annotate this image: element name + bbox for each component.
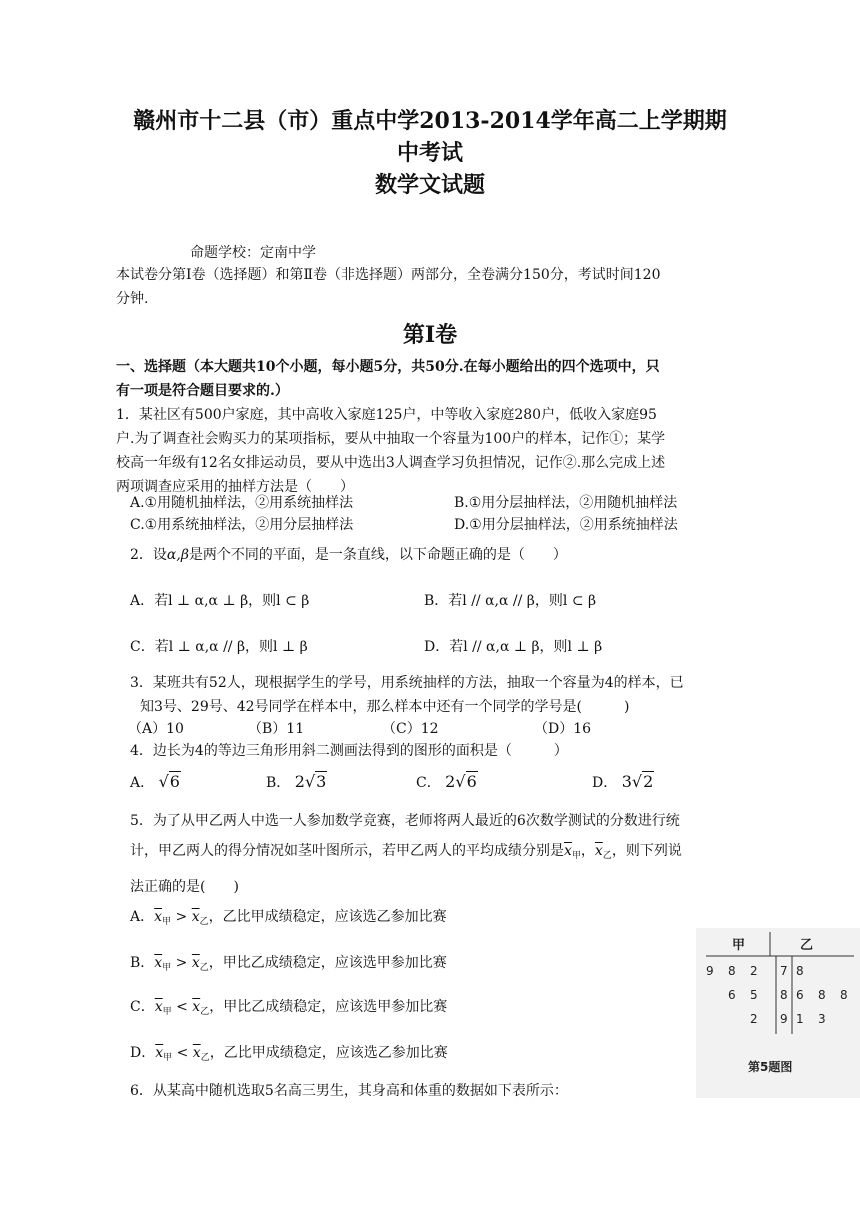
q3-option-b: （B）11 xyxy=(248,721,305,737)
q5-line2: 计，甲乙两人的得分情况如茎叶图所示，若甲乙两人的平均成绩分别是$\overline{x}_甲$，$\overline{x}_乙$，则下列说 xyxy=(130,843,682,861)
q1-line4: 两项调查应采用的抽样方法是（ ） xyxy=(116,479,354,495)
leaf-right: 8 xyxy=(840,988,848,1002)
q1-line3: 校高一年级有12名女排运动员，要从中选出3人调查学习负担情况，记作②.那么完成上述 xyxy=(116,455,666,471)
q5-line1: 5．为了从甲乙两人中选一人参加数学竞赛，老师将两人最近的6次数学测试的分数进行统 xyxy=(130,813,680,829)
q2-option-a: A．若l ⊥ α,α ⊥ β，则l ⊂ β xyxy=(130,593,310,609)
q1-option-a: A.①用随机抽样法，②用系统抽样法 xyxy=(130,495,354,511)
q5-option-c: C．$\overline{x}_甲 < \overline{x}_乙$，甲比乙成绩稳定，应该选甲参加比赛 xyxy=(130,999,448,1017)
q4-option-a: A． √6 xyxy=(130,772,180,791)
section-instructions-line1: 一、选择题（本大题共10个小题，每小题5分，共50分.在每小题给出的四个选项中，只 xyxy=(116,359,660,375)
q2-option-b: B．若l // α,α // β，则l ⊂ β xyxy=(424,593,597,609)
exam-description-line1: 本试卷分第Ⅰ卷（选择题）和第Ⅱ卷（非选择题）两部分，全卷满分150分，考试时间120 xyxy=(116,267,661,283)
q4-line1: 4．边长为4的等边三角形用斜二测画法得到的图形的面积是（ ） xyxy=(130,743,568,759)
q3-option-a: （A）10 xyxy=(128,721,184,737)
q5-line3: 法正确的是( ) xyxy=(130,879,239,895)
q2-prefix: 2．设 xyxy=(130,547,167,563)
leaf-right: 8 xyxy=(796,964,804,978)
q4-option-c: C． 2√6 xyxy=(416,772,477,791)
exam-title-line2: 中考试 xyxy=(396,140,463,166)
leaf-left: 5 xyxy=(750,988,758,1002)
leaf-right: 6 xyxy=(796,988,804,1002)
leaf-left: 6 xyxy=(728,988,736,1002)
stem: 7 xyxy=(780,964,788,978)
q5-option-d: D．$\overline{x}_甲 < \overline{x}_乙$，乙比甲成绩稳定，应该选乙参加比赛 xyxy=(130,1045,448,1063)
q4-option-b: B． 2√3 xyxy=(266,772,327,791)
q3-option-c: （C）12 xyxy=(382,721,439,737)
stem-leaf-left-header: 甲 xyxy=(732,938,746,953)
leaf-left: 2 xyxy=(750,1012,758,1026)
q2-stem xyxy=(130,544,567,564)
stem-leaf-right-header: 乙 xyxy=(800,938,814,953)
q5-option-b: B．$\overline{x}_甲 > \overline{x}_乙$，甲比乙成绩稳定，应该选甲参加比赛 xyxy=(130,955,447,973)
q3-line1: 3．某班共有52人，现根据学生的学号，用系统抽样的方法，抽取一个容量为4的样本，已 xyxy=(130,675,684,691)
leaf-right: 1 xyxy=(796,1012,804,1026)
q1-option-b: B.①用分层抽样法，②用随机抽样法 xyxy=(454,495,678,511)
q3-line2: 知3号、29号、42号同学在样本中，那么样本中还有一个同学的学号是( ) xyxy=(140,699,630,715)
q5-option-a: A．$\overline{x}_甲 > \overline{x}_乙$，乙比甲成绩稳定，应该选乙参加比赛 xyxy=(130,909,447,927)
q2-greek: α,β xyxy=(166,547,189,563)
stem-leaf-figure xyxy=(696,928,860,1098)
q6-line1: 6．从某高中随机选取5名高三男生，其身高和体重的数据如下表所示： xyxy=(130,1083,568,1099)
q2-option-c: C．若l ⊥ α,α // β，则l ⊥ β xyxy=(130,639,308,655)
stem: 8 xyxy=(780,988,788,1002)
leaf-right: 8 xyxy=(818,988,826,1002)
stem: 9 xyxy=(780,1012,788,1026)
exam-description-line2: 分钟. xyxy=(116,291,149,307)
leaf-left: 9 xyxy=(706,964,714,978)
q3-option-d: （D）16 xyxy=(534,721,592,737)
leaf-right: 3 xyxy=(818,1012,826,1026)
exam-subtitle: 数学文试题 xyxy=(374,172,485,198)
school-name: 命题学校：定南中学 xyxy=(190,245,316,261)
q1-option-d: D.①用分层抽样法，②用系统抽样法 xyxy=(454,517,678,533)
figure-caption: 第5题图 xyxy=(748,1060,793,1074)
leaf-left: 8 xyxy=(728,964,736,978)
section-title: 第Ⅰ卷 xyxy=(402,322,458,348)
section-instructions-line2: 有一项是符合题目要求的.） xyxy=(116,383,289,399)
q2-suffix: 是两个不同的平面，是一条直线，以下命题正确的是（ ） xyxy=(188,547,567,563)
q1-line1: 1．某社区有500户家庭，其中高收入家庭125户，中等收入家庭280户，低收入家庭95 xyxy=(116,407,657,423)
q1-line2: 户.为了调查社会购买力的某项指标，要从中抽取一个容量为100户的样本，记作①；某学 xyxy=(116,431,666,447)
leaf-left: 2 xyxy=(750,964,758,978)
q1-option-c: C.①用系统抽样法，②用分层抽样法 xyxy=(130,517,354,533)
exam-title-line1: 赣州市十二县（市）重点中学2013-2014学年高二上学期期 xyxy=(133,108,727,134)
q2-option-d: D．若l // α,α ⊥ β，则l ⊥ β xyxy=(424,639,603,655)
q4-option-d: D． 3√2 xyxy=(592,772,654,791)
